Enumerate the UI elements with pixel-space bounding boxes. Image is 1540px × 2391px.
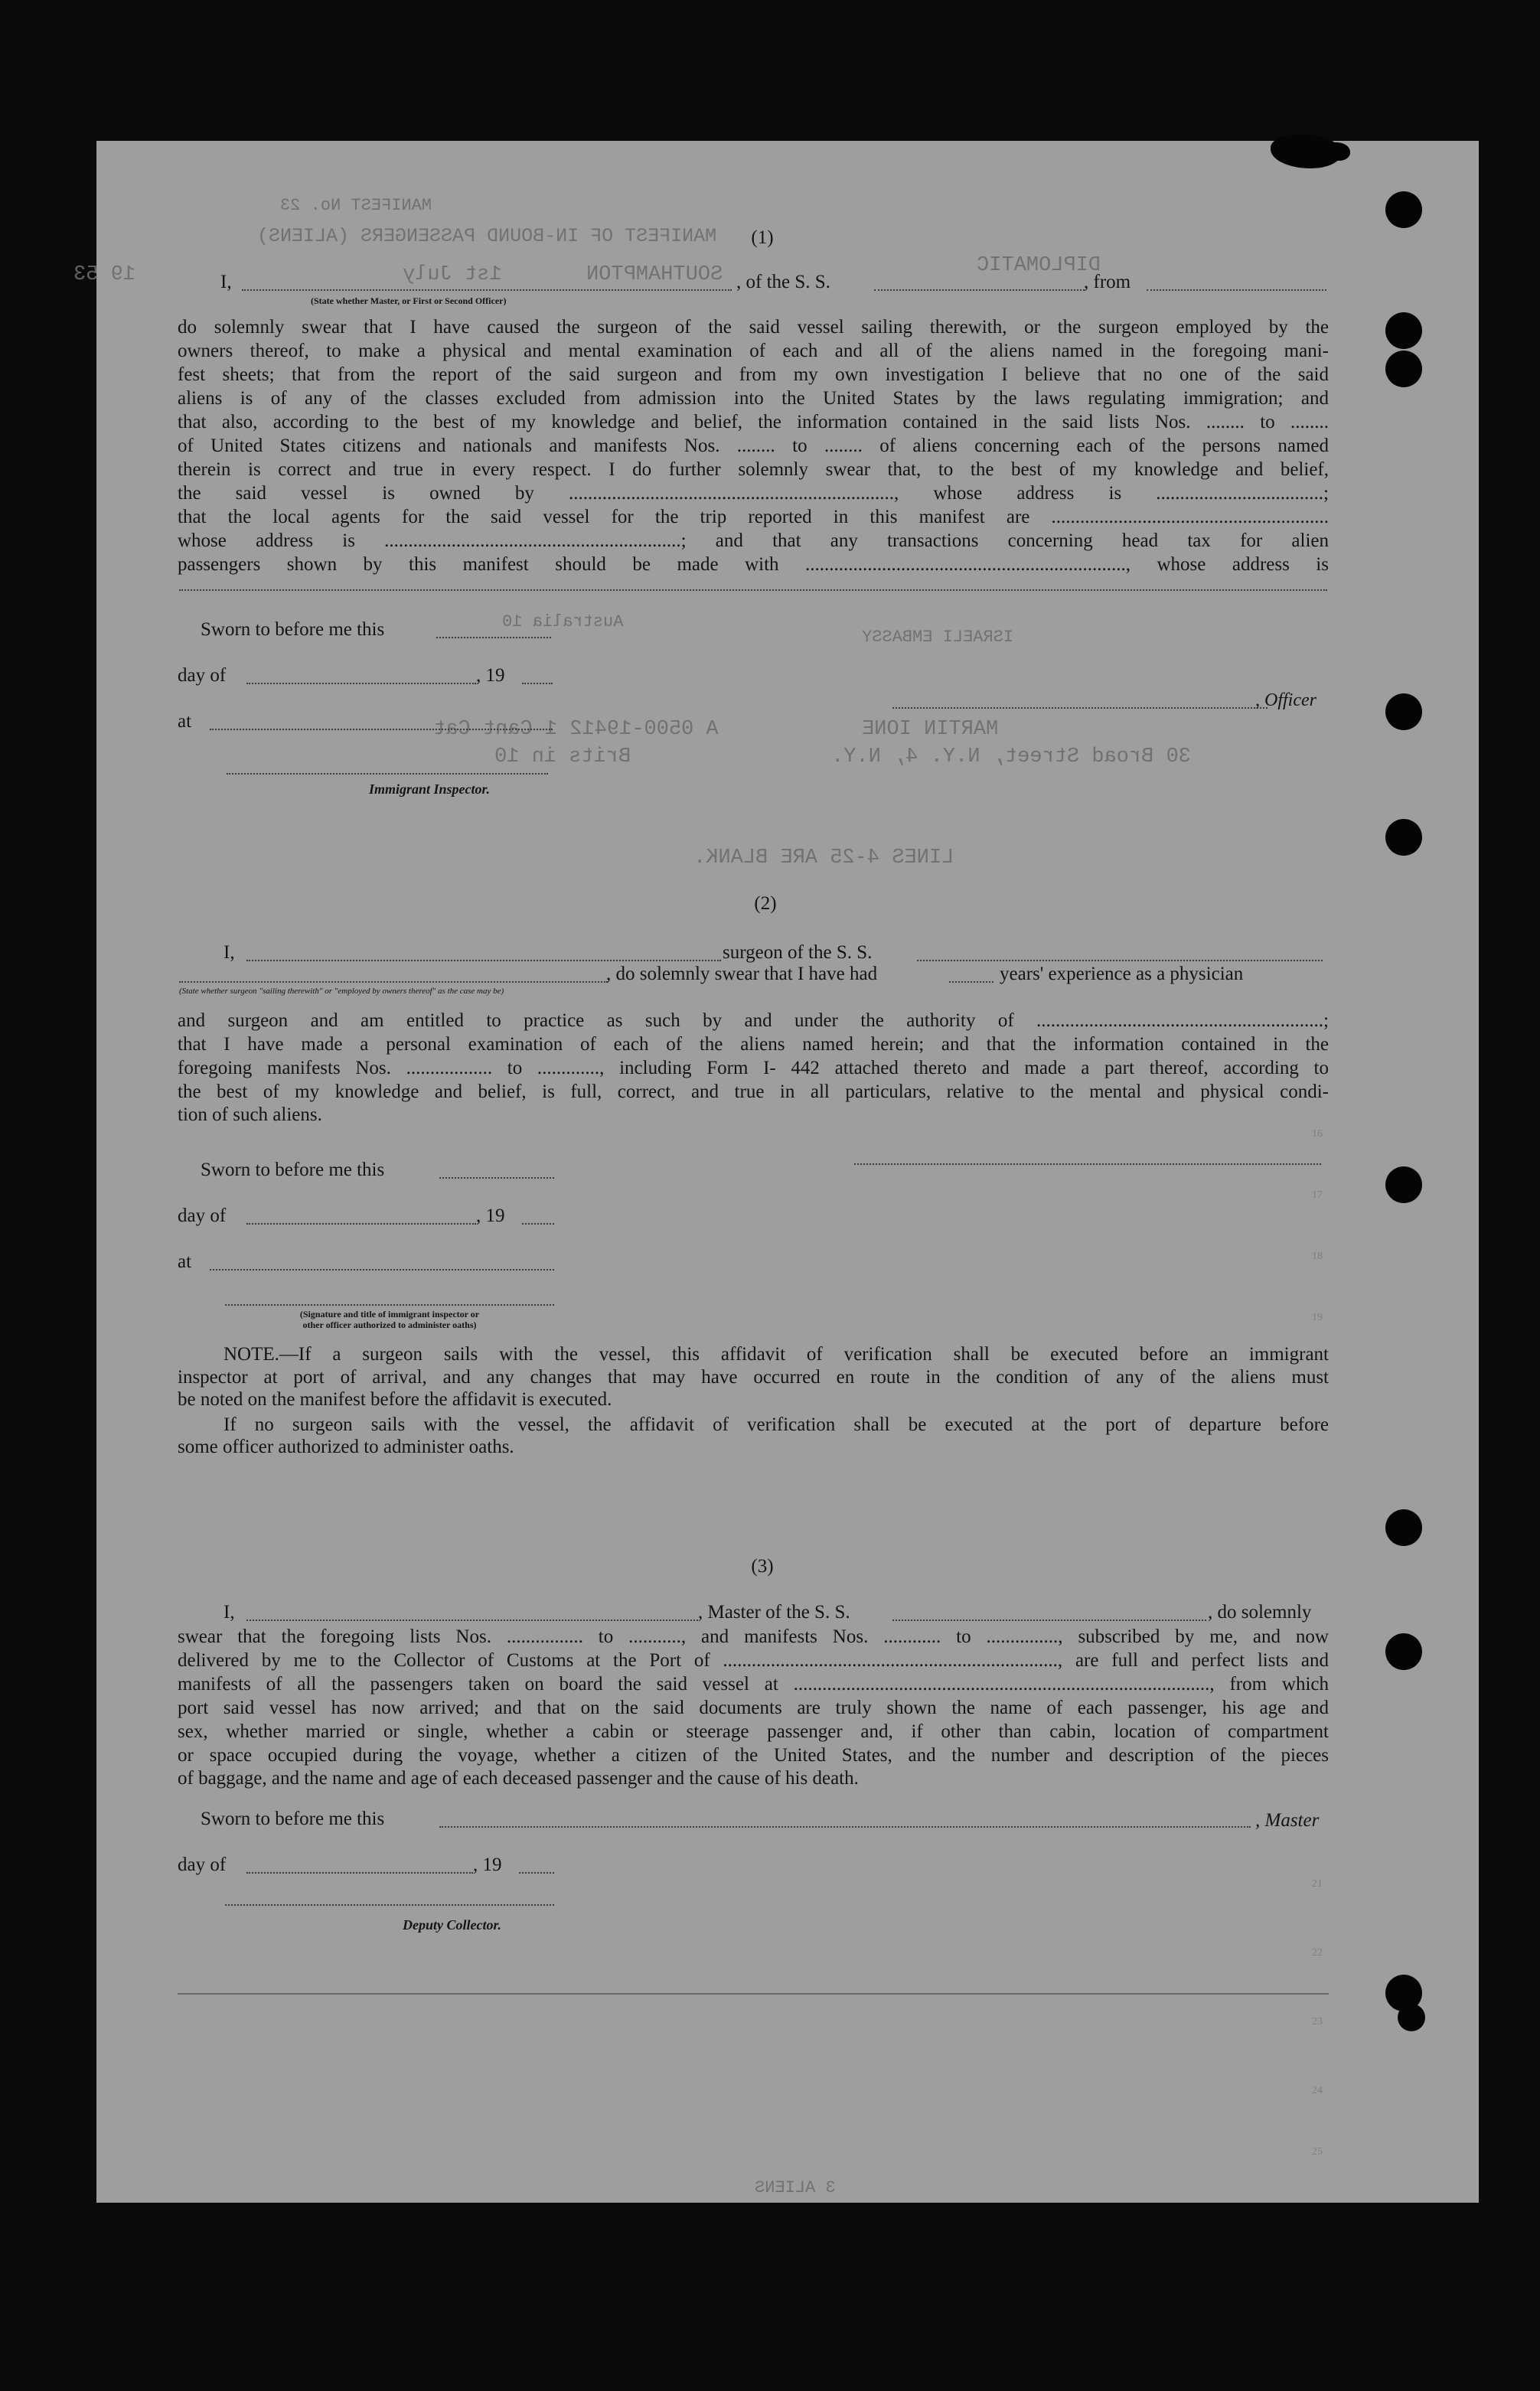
section-1-oath-start: I,: [220, 272, 232, 292]
surgeon-status-blank: [179, 981, 608, 983]
sworn-day-blank: [439, 1177, 554, 1179]
binder-hole: [1385, 191, 1422, 228]
oath-line: foregoing manifests Nos. .................. to ............., including Form I- 442 attached thereto and made a part thereof, according to: [178, 1058, 1329, 1078]
officer-title-blank: [242, 289, 732, 291]
from-label: , from: [1084, 272, 1131, 292]
sworn-label: Sworn to before me this: [201, 1160, 385, 1180]
bleed-through-title: MANIFEST OF IN-BOUND PASSENGERS (ALIENS): [257, 225, 717, 247]
margin-mark: 19: [1312, 1312, 1323, 1323]
oath-line: sex, whether married or single, whether a cabin or steerage passenger and, if other than cabin, location of compartment: [178, 1721, 1329, 1742]
oath-line: port said vessel has now arrived; and that on the said documents are truly shown the name of each passenger, his age and: [178, 1698, 1329, 1718]
oath-line: therein is correct and true in every respect. I do further solemnly swear that, to the best of my knowledge and belief,: [178, 459, 1329, 480]
note-line: NOTE.—If a surgeon sails with the vessel, this affidavit of verification shall be executed before an immigrant: [223, 1344, 1329, 1365]
year-blank: [519, 1872, 554, 1874]
margin-mark: 17: [1312, 1189, 1323, 1201]
note-line: inspector at port of arrival, and any changes that may have occurred en route in the condition of any of the aliens must: [178, 1367, 1329, 1388]
oath-line: and surgeon and am entitled to practice as such by and under the authority of ............................................................;: [178, 1010, 1329, 1031]
master-name-blank: [246, 1620, 698, 1621]
document-page: [73, 141, 1479, 2203]
bleed-through-brits: Brits in 10: [494, 745, 631, 768]
section-2-number: (2): [754, 893, 777, 914]
margin-mark: 22: [1312, 1947, 1323, 1959]
bleed-through-australia: Australia 10: [502, 612, 624, 631]
year-blank: [522, 683, 553, 684]
bleed-through-name: MARTIN IONE: [862, 718, 999, 741]
sworn-label: Sworn to before me this: [201, 619, 385, 640]
section-1-number: (1): [751, 227, 774, 248]
binder-hole: [1398, 2004, 1425, 2031]
oath-line: aliens is of any of the classes excluded from admission into the United States by the laws regulating immigration; and: [178, 388, 1329, 409]
experience-label: , do solemnly swear that I have had: [606, 964, 878, 984]
bleed-through-blank-lines: LINES 4-25 ARE BLANK.: [693, 846, 954, 869]
surgeon-status-caption: (State whether surgeon "sailing therewith" or "employed by owners thereof" as the case may be): [179, 987, 504, 996]
bleed-through-port: SOUTHAMPTON: [586, 263, 723, 286]
inspector-signature-blank: [227, 773, 548, 775]
solemnly-label: , do solemnly: [1208, 1602, 1312, 1623]
note-line: If no surgeon sails with the vessel, the affidavit of verification shall be executed at the port of departure before: [223, 1414, 1329, 1435]
binder-hole: [1385, 1166, 1422, 1203]
ship-label: , of the S. S.: [736, 272, 830, 292]
head-tax-address-blank: [179, 589, 1327, 591]
signature-caption: (Signature and title of immigrant inspector or: [299, 1309, 480, 1319]
note-line: be noted on the manifest before the affidavit is executed.: [178, 1389, 612, 1410]
oath-line: the said vessel is owned by ...................................................................., whose address is ...................................;: [178, 483, 1329, 504]
margin-mark: 16: [1312, 1128, 1323, 1140]
deputy-collector-label: Deputy Collector.: [403, 1917, 501, 1933]
oath-line: that the local agents for the said vessel for the trip reported in this manifest are ..........................................................: [178, 507, 1329, 527]
sworn-day-blank: [436, 637, 551, 638]
bleed-through-embassy: ISRAELI EMBASSY: [862, 628, 1014, 647]
at-label: at: [178, 1251, 192, 1272]
collector-signature-blank: [225, 1904, 554, 1906]
year-label: , 19: [476, 1205, 505, 1226]
years-blank: [949, 981, 993, 983]
inspector-signature-blank: [225, 1304, 554, 1306]
margin-mark: 18: [1312, 1251, 1323, 1262]
oath-line: passengers shown by this manifest should be made with ..................................................................., whose address is: [178, 554, 1329, 575]
oath-line: swear that the foregoing lists Nos. ................ to ..........., and manifests Nos. ............ to ..............., subscribed by me, and now: [178, 1626, 1329, 1647]
master-label: , Master: [1255, 1810, 1320, 1831]
physician-label: years' experience as a physician: [1000, 964, 1244, 984]
oath-line: of baggage, and the name and age of each deceased passenger and the cause of his death.: [178, 1768, 859, 1789]
margin-mark: 21: [1312, 1878, 1323, 1890]
master-ship-blank: [892, 1620, 1206, 1621]
binder-hole: [1385, 1509, 1422, 1546]
officer-label: , Officer: [1255, 690, 1317, 710]
ship-name-blank: [874, 289, 1085, 291]
month-blank: [246, 1223, 476, 1225]
bleed-through-year: 19 53: [73, 263, 136, 286]
signature-caption: other officer authorized to administer oaths): [302, 1319, 477, 1330]
oath-line: that also, according to the best of my knowledge and belief, the information contained in the said lists Nos. ........ to ........: [178, 412, 1329, 432]
year-label: , 19: [476, 665, 505, 686]
oath-line: fest sheets; that from the report of the said surgeon and from my own investigation I believe that no one of the said: [178, 364, 1329, 385]
immigrant-inspector-label: Immigrant Inspector.: [369, 781, 491, 797]
oath-line: delivered by me to the Collector of Customs at the Port of ......................................................................, are full and perfect lists and: [178, 1650, 1329, 1671]
oath-line: or space occupied during the voyage, whether a citizen of the United States, and the number and description of the pieces: [178, 1745, 1329, 1766]
oath-line: manifests of all the passengers taken on board the said vessel at ......................................................................................., from which: [178, 1674, 1329, 1695]
binder-hole: [1385, 312, 1422, 349]
binder-hole: [1385, 351, 1422, 387]
oath-line: the best of my knowledge and belief, is full, correct, and true in all particulars, relative to the mental and physical condi-: [178, 1081, 1329, 1102]
bleed-through-ship: DIPLOMATIC: [977, 254, 1101, 277]
day-of-label: day of: [178, 665, 227, 686]
note-line: some officer authorized to administer oaths.: [178, 1437, 514, 1457]
binder-hole: [1385, 693, 1422, 730]
bleed-through-aliens: 3 ALIENS: [755, 2178, 836, 2197]
margin-mark: 23: [1312, 2016, 1323, 2027]
oath-line: whose address is ..............................................................; and that any transactions concerning head tax for alien: [178, 530, 1329, 551]
month-blank: [246, 683, 476, 684]
day-of-label: day of: [178, 1854, 227, 1875]
place-blank: [210, 729, 553, 730]
bleed-through-serial: A 0500-19412 1 Cant Cat: [433, 718, 719, 741]
section-3-number: (3): [751, 1556, 774, 1577]
surgeon-of-label: surgeon of the S. S.: [723, 942, 873, 963]
section-2-oath-start: I,: [223, 942, 235, 963]
bleed-through-manifest-no: MANIFEST No. 23: [280, 196, 432, 215]
margin-mark: 25: [1312, 2146, 1323, 2158]
surgeon-ship-blank: [917, 960, 1323, 961]
oath-line: do solemnly swear that I have caused the surgeon of the said vessel sailing therewith, or the surgeon employed by the: [178, 317, 1329, 338]
year-label: , 19: [473, 1854, 502, 1875]
oath-line: of United States citizens and nationals and manifests Nos. ........ to ........ of aliens concerning each of the persons named: [178, 435, 1329, 456]
bleed-through-date: 1st July: [403, 263, 502, 286]
day-of-label: day of: [178, 1205, 227, 1226]
at-label: at: [178, 711, 192, 732]
month-blank: [246, 1872, 473, 1874]
from-port-blank: [1147, 289, 1326, 291]
officer-signature-blank: [892, 707, 1268, 709]
year-blank: [522, 1223, 554, 1225]
binder-hole: [1385, 1633, 1422, 1670]
surgeon-name-blank: [246, 960, 721, 961]
officer-title-caption: (State whether Master, or First or Second Officer): [311, 295, 507, 306]
bottom-rule: [178, 1993, 1329, 1995]
bleed-through-address: 30 Broad Street, N.Y. 4, N.Y.: [831, 745, 1191, 768]
sworn-day-blank: [439, 1826, 1251, 1828]
margin-mark: 24: [1312, 2085, 1323, 2096]
oath-line: that I have made a personal examination of each of the aliens named herein; and that the information contained in the: [178, 1034, 1329, 1055]
oath-line: tion of such aliens.: [178, 1104, 322, 1125]
sworn-label: Sworn to before me this: [201, 1809, 385, 1829]
section-3-oath-start: I,: [223, 1602, 235, 1623]
surgeon-signature-blank: [854, 1163, 1321, 1165]
binder-hole: [1385, 819, 1422, 856]
place-blank: [210, 1269, 554, 1271]
master-of-label: , Master of the S. S.: [698, 1602, 850, 1623]
oath-line: owners thereof, to make a physical and mental examination of each and all of the aliens named in the foregoing mani-: [178, 341, 1329, 361]
